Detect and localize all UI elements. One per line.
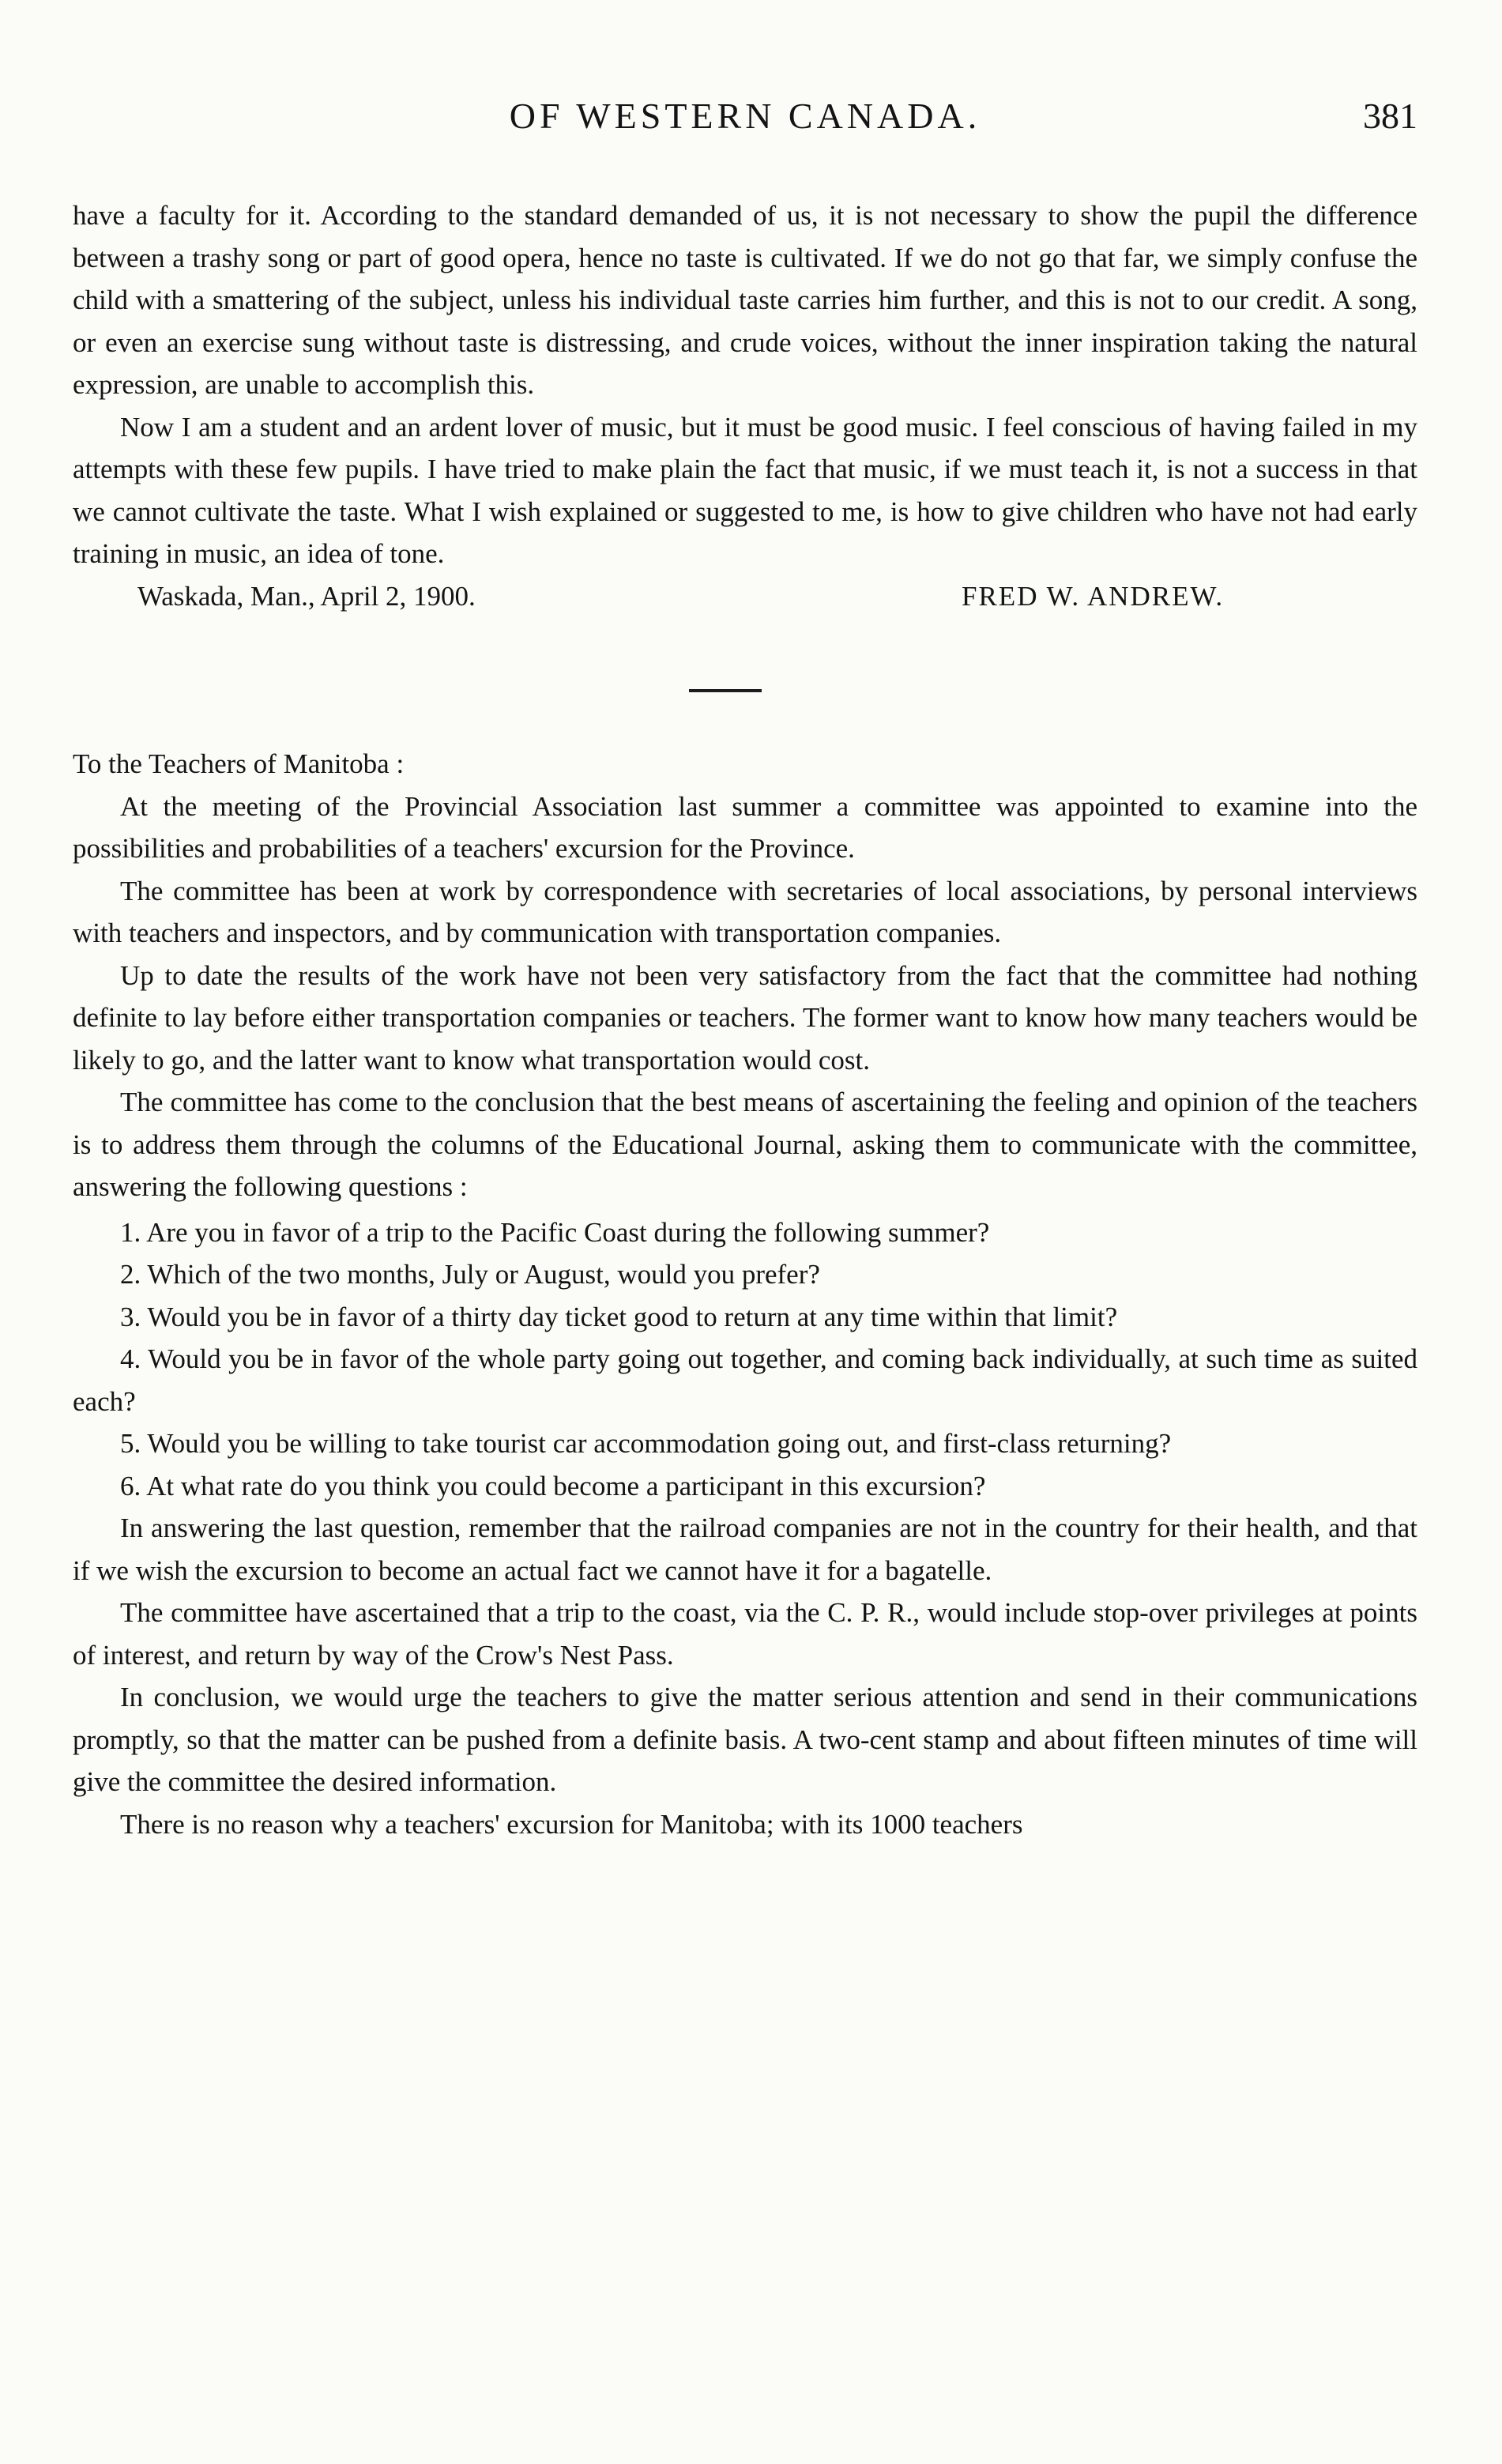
running-title: OF WESTERN CANADA. — [509, 96, 981, 136]
question-item: 1. Are you in favor of a trip to the Pacific Coast during the following summer? — [120, 1216, 990, 1248]
salutation: To the Teachers of Manitoba : — [73, 748, 405, 779]
page-number: 381 — [1363, 96, 1417, 136]
signature-name: FRED W. ANDREW. — [962, 580, 1225, 612]
paragraph: The committee has been at work by correspondence with secretaries of local associations, by personal interviews with teachers and inspectors, and by communication with transportation companies. — [73, 875, 1417, 948]
section-divider — [689, 689, 762, 692]
paragraph: There is no reason why a teachers' excursion for Manitoba; with its 1000 teachers — [120, 1808, 1023, 1840]
paragraph: The committee has come to the conclusion that the best means of ascertaining the feeling and opinion of the teachers is to address them through the columns of the Educational Journal, asking them to communicate with the committee, answering the following questions : — [73, 1087, 1417, 1202]
paragraph: The committee have ascertained that a trip to the coast, via the C. P. R., would include stop-over privileges at points of interest, and return by way of the Crow's Nest Pass. — [73, 1597, 1417, 1671]
paragraph: In conclusion, we would urge the teachers to give the matter serious attention and send in their communications promptly, so that the matter can be pushed from a definite basis. A two-cent stamp and about fifteen minutes of time will give the committee the desired information. — [73, 1682, 1417, 1797]
question-item: 6. At what rate do you think you could become a participant in this excursion? — [120, 1470, 986, 1501]
letter-signature — [73, 575, 1417, 618]
paragraph: Up to date the results of the work have not been very satisfactory from the fact that the committee had nothing definite to lay before either transportation companies or teachers. The former want to know how many teachers would be likely to go, and the latter want to know what transportation would cost. — [73, 959, 1417, 1076]
question-item: 2. Which of the two months, July or August, would you prefer? — [120, 1259, 820, 1290]
question-item: 4. Would you be in favor of the whole party going out together, and coming back individually, at such time as suited each? — [73, 1343, 1417, 1417]
signature-place-date: Waskada, Man., April 2, 1900. — [137, 580, 476, 612]
page-header — [73, 95, 1417, 158]
paragraph: In answering the last question, remember that the railroad companies are not in the country for their health, and that if we wish the excursion to become an actual fact we cannot have it for a bagatelle. — [73, 1513, 1417, 1586]
body-text — [73, 194, 1417, 1845]
paragraph: At the meeting of the Provincial Association last summer a committee was appointed to examine into the possibilities and probabilities of a teachers' excursion for the Province. — [73, 790, 1417, 864]
paragraph: have a faculty for it. According to the standard demanded of us, it is not necessary to show the pupil the difference between a trashy song or part of good opera, hence no taste is cultivated. If we do not go that far, we simply confuse the child with a smattering of the subject, unless his individual taste carries him further, and this is not to our credit. A song, or even an exercise sung without taste is distressing, and crude voices, without the inner inspiration taking the natural expression, are unable to accomplish this. — [73, 200, 1417, 400]
question-item: 5. Would you be willing to take tourist car accommodation going out, and first-class returning? — [120, 1428, 1172, 1459]
question-item: 3. Would you be in favor of a thirty day ticket good to return at any time within that limit? — [120, 1301, 1118, 1332]
paragraph: Now I am a student and an ardent lover of music, but it must be good music. I feel conscious of having failed in my attempts with these few pupils. I have tried to make plain the fact that music, if we must teach it, is not a success in that we cannot cultivate the taste. What I wish explained or suggested to me, is how to give children who have not had early training in music, an idea of tone. — [73, 411, 1417, 569]
